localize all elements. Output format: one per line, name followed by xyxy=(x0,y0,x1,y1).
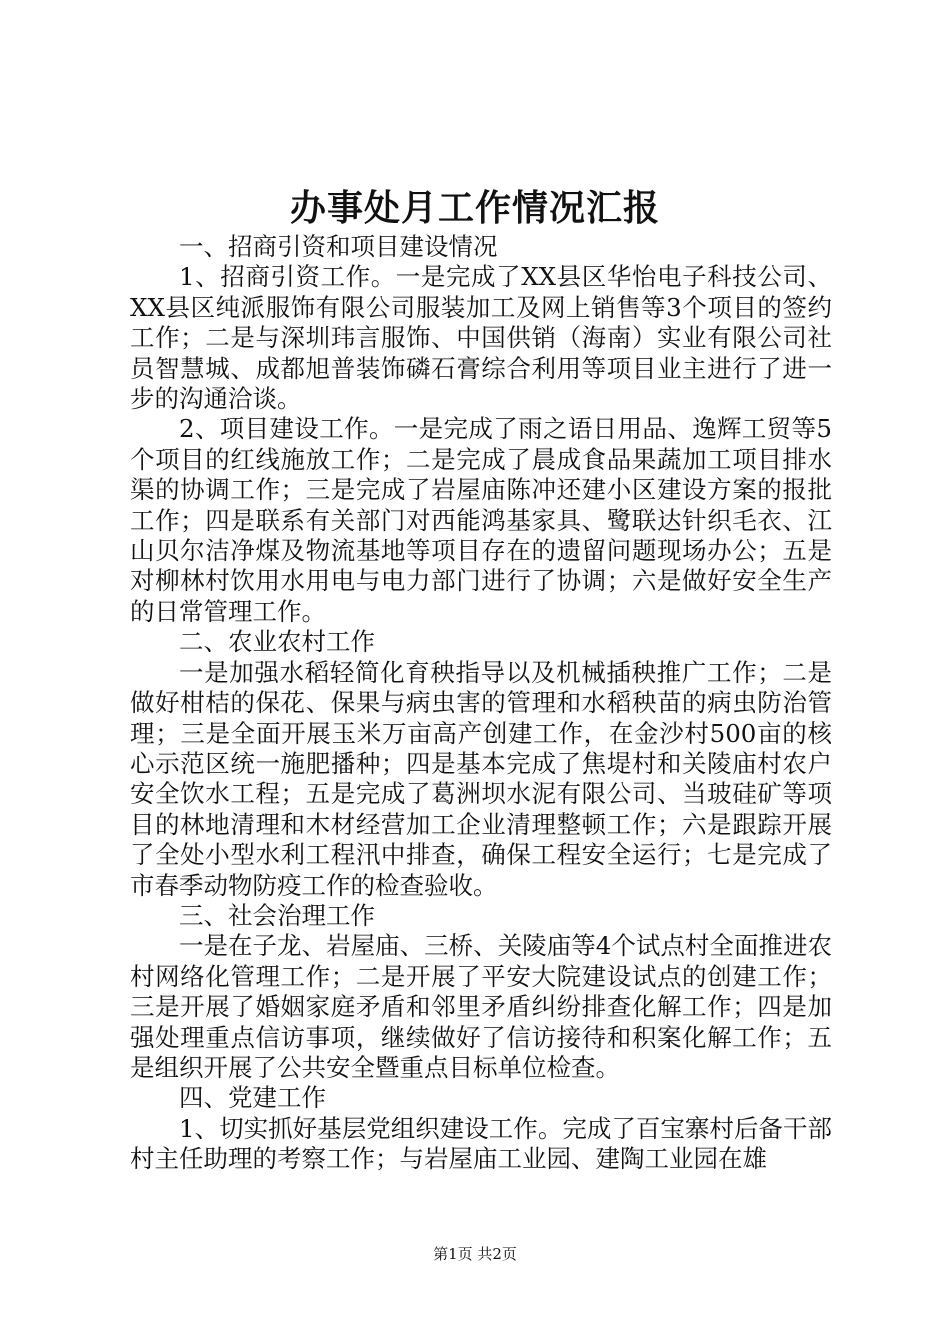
section-heading-2: 二、农业农村工作 xyxy=(179,627,375,657)
section-1-paragraph-2: 2、项目建设工作。一是完成了雨之语日用品、逸辉工贸等5个项目的红线施放工作；二是完成了晨成食品果蔬加工项目排水渠的协调工作；三是完成了岩屋庙陈冲还建小区建设方案的报批工作；四是联系有关部门对西能鸿基家具、鹭联达针织毛衣、江山贝尔洁净煤及物流基地等项目存在的遗留问题现场办公；五是对柳林村饮用水用电与电力部门进行了协调；六是做好安全生产的日常管理工作。 xyxy=(130,414,832,626)
section-heading-4: 四、党建工作 xyxy=(179,1083,326,1113)
document-body xyxy=(130,232,832,1175)
section-3-paragraph-1: 一是在子龙、岩屋庙、三桥、关陵庙等4个试点村全面推进农村网络化管理工作；二是开展了平安大院建设试点的创建工作；三是开展了婚姻家庭矛盾和邻里矛盾纠纷排查化解工作；四是加强处理重点信访事项，继续做好了信访接待和积案化解工作；五是组织开展了公共安全暨重点目标单位检查。 xyxy=(130,931,832,1082)
section-2-paragraph-1: 一是加强水稻轻简化育秧指导以及机械插秧推广工作；二是做好柑桔的保花、保果与病虫害的管理和水稻秧苗的病虫防治管理；三是全面开展玉米万亩高产创建工作，在金沙村500亩的核心示范区统一施肥播种；四是基本完成了焦堤村和关陵庙村农户安全饮水工程；五是完成了葛洲坝水泥有限公司、当玻硅矿等项目的林地清理和木材经营加工企业清理整顿工作；六是跟踪开展了全处小型水利工程汛中排查，确保工程安全运行；七是完成了市春季动物防疫工作的检查验收。 xyxy=(130,657,832,900)
section-heading-1: 一、招商引资和项目建设情况 xyxy=(179,232,498,261)
document-title: 办事处月工作情况汇报 xyxy=(289,187,660,229)
section-heading-3: 三、社会治理工作 xyxy=(179,900,375,930)
section-4-paragraph-1: 1、切实抓好基层党组织建设工作。完成了百宝寨村后备干部村主任助理的考察工作；与岩屋庙工业园、建陶工业园在雄 xyxy=(130,1113,832,1174)
section-1-paragraph-1: 1、招商引资工作。一是完成了XX县区华怡电子科技公司、XX县区纯派服饰有限公司服装加工及网上销售等3个项目的签约工作；二是与深圳玮言服饰、中国供销（海南）实业有限公司社员智慧城、成都旭普装饰磷石膏综合利用等项目业主进行了进一步的沟通洽谈。 xyxy=(130,262,832,414)
page-footer: 第1页 共2页 xyxy=(433,1245,517,1263)
